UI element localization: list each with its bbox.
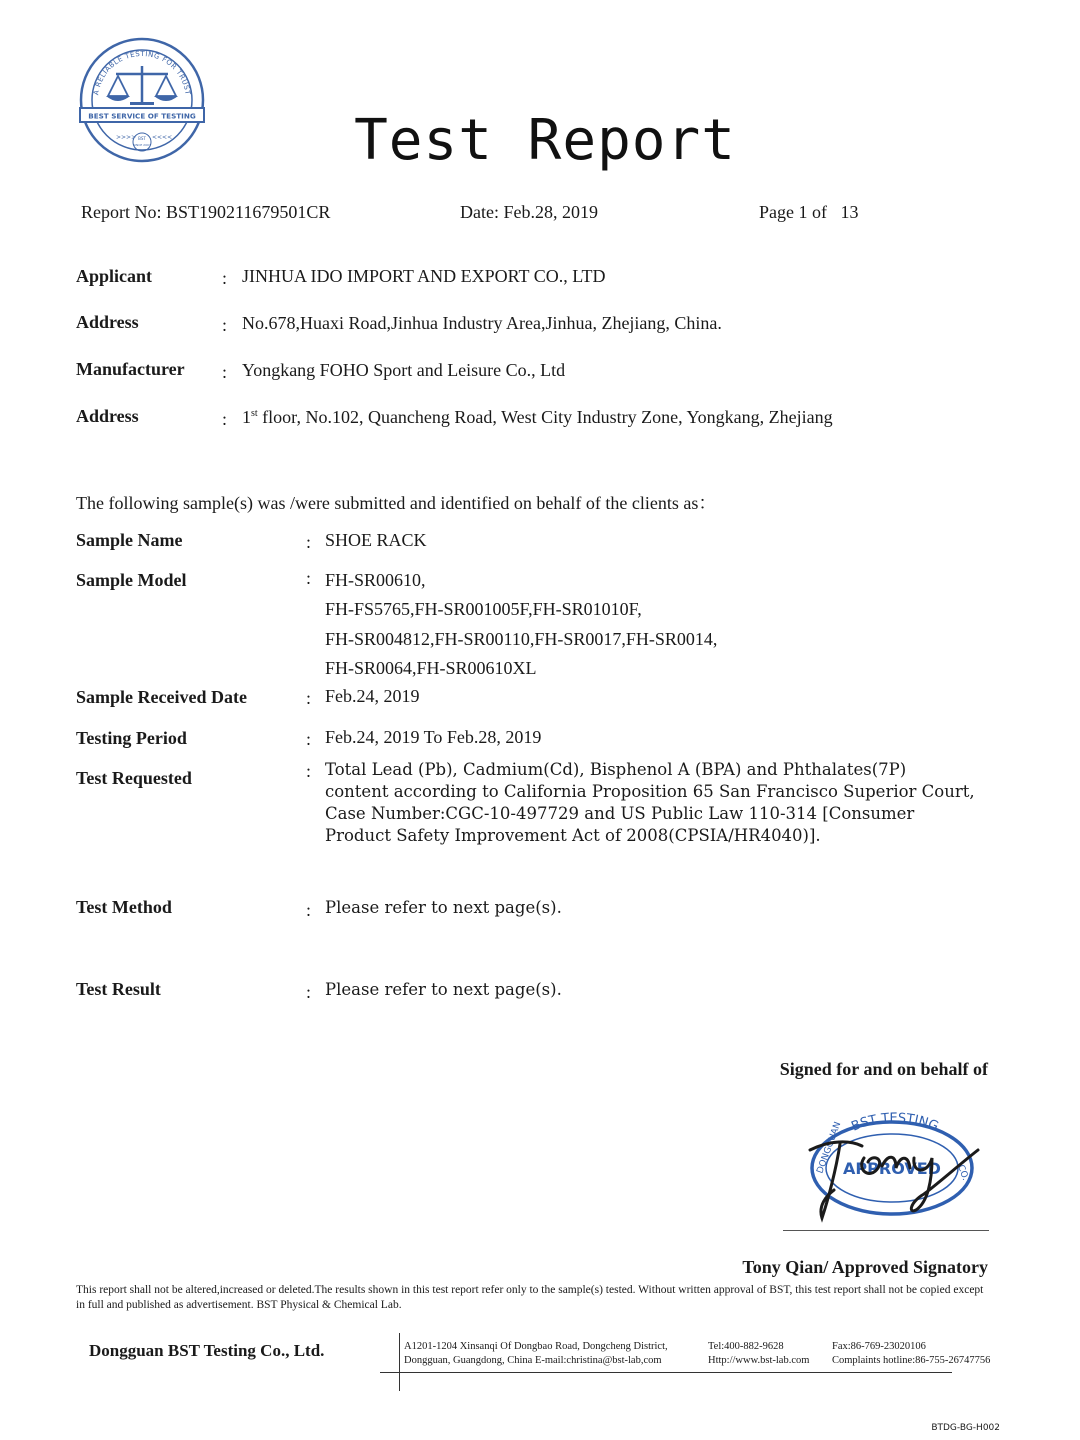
signature-line (783, 1230, 989, 1231)
requested-line: Case Number:CGC-10-497729 and US Public Law 110-314 [Consumer (325, 804, 915, 823)
colon: : (306, 900, 312, 920)
colon: : (222, 362, 228, 382)
footer-divider-horizontal (380, 1372, 952, 1373)
logo-ring-text: A RELIABLE TESTING FOR TRUST (92, 49, 192, 96)
colon: : (222, 268, 228, 288)
test-method-label: Test Method (76, 897, 172, 917)
colon: : (306, 568, 312, 588)
requested-line: content according to California Proposition 65 San Francisco Superior Court, (325, 782, 975, 801)
sample-name-value: SHOE RACK (325, 530, 427, 550)
fax: Fax:86-769-23020106 (832, 1341, 926, 1352)
sample-model-label: Sample Model (76, 570, 187, 590)
report-number: Report No: BST190211679501CR (81, 202, 331, 222)
sample-name-label: Sample Name (76, 530, 183, 550)
page-number: Page 1 of 13 (759, 202, 859, 222)
colon: : (306, 982, 312, 1002)
colon: : (306, 729, 312, 749)
manufacturer-address-value: 1st floor, No.102, Quancheng Road, West City Industry Zone, Yongkang, Zhejiang (242, 407, 833, 427)
company-name: Dongguan BST Testing Co., Ltd. (89, 1341, 325, 1360)
page-title: Test Report (354, 108, 736, 173)
complaints-hotline: Complaints hotline:86-755-26747756 (832, 1355, 991, 1366)
handwritten-signature (810, 1142, 978, 1218)
applicant-value: JINHUA IDO IMPORT AND EXPORT CO., LTD (242, 266, 606, 286)
colon: : (222, 409, 228, 429)
form-code: BTDG-BG-H002 (931, 1423, 1000, 1433)
model-line: FH-SR004812,FH-SR00110,FH-SR0017,FH-SR0014, (325, 628, 718, 649)
requested-line: Total Lead (Pb), Cadmium(Cd), Bisphenol A (BPA) and Phthalates(7P) (325, 760, 907, 779)
svg-text:BST TESTING (849, 1111, 940, 1135)
logo-inner-text: BST (138, 136, 146, 141)
svg-text:>>>>: >>>> (116, 134, 137, 141)
requested-line: Product Safety Improvement Act of 2008(CPSIA/HR4040)]. (325, 826, 821, 845)
telephone: Tel:400-882-9628 (708, 1341, 784, 1352)
footer-contact (708, 1340, 809, 1368)
footer-divider-vertical (399, 1333, 400, 1391)
received-date-value: Feb.24, 2019 (325, 686, 420, 706)
applicant-address-value: No.678,Huaxi Road,Jinhua Industry Area,Jinhua, Zhejiang, China. (242, 313, 722, 333)
model-line: FH-SR0064,FH-SR00610XL (325, 657, 537, 678)
sample-model-value (325, 566, 717, 683)
test-method-value: Please refer to next page(s). (325, 898, 562, 917)
colon: : (306, 761, 312, 781)
manufacturer-label: Manufacturer (76, 359, 185, 379)
colon: : (306, 532, 312, 552)
testing-period-value: Feb.24, 2019 To Feb.28, 2019 (325, 727, 542, 747)
applicant-label: Applicant (76, 266, 153, 286)
test-requested-value (325, 759, 1005, 847)
intro-text: The following sample(s) was /were submitted and identified on behalf of the clients as： (76, 493, 717, 513)
manufacturer-address-label: Address (76, 406, 139, 426)
logo-band-text: BEST SERVICE OF TESTING (88, 111, 196, 121)
svg-text:<<<<: <<<< (152, 134, 173, 141)
received-date-label: Sample Received Date (76, 687, 247, 707)
colon: : (306, 688, 312, 708)
stamp-top-text: BST TESTING (849, 1110, 941, 1135)
test-requested-label: Test Requested (76, 768, 192, 788)
footer-address (404, 1340, 668, 1368)
address-line: Dongguan, Guangdong, China E-mail:christina@bst-lab,com (404, 1355, 662, 1366)
report-date: Date: Feb.28, 2019 (460, 202, 598, 222)
manufacturer-value: Yongkang FOHO Sport and Leisure Co., Ltd (242, 360, 566, 380)
website-link: Http://www.bst-lab.com (708, 1355, 810, 1366)
logo-year-text: SINCE 2007 (133, 143, 151, 147)
test-result-value: Please refer to next page(s). (325, 980, 562, 999)
disclaimer-text: This report shall not be altered,increased or deleted.The results shown in this test report refer only to the sample(s) tested. Without written approval of BST, this test report shall not be copied except in full and published as advertisement. BST Physical & Chemical Lab. (76, 1284, 984, 1311)
model-line: FH-SR00610, (325, 570, 426, 590)
test-result-label: Test Result (76, 979, 161, 999)
testing-period-label: Testing Period (76, 728, 187, 748)
approval-stamp (800, 1110, 985, 1225)
footer-fax (832, 1340, 990, 1368)
stamp-center-text: APPROVED (843, 1159, 941, 1178)
signed-for-text: Signed for and on behalf of (779, 1059, 988, 1079)
stamp-left-text: DONGGUAN (815, 1120, 844, 1176)
colon: : (222, 315, 228, 335)
stamp-right-text: CO. (955, 1163, 971, 1182)
signatory-name: Tony Qian/ Approved Signatory (742, 1257, 988, 1277)
applicant-address-label: Address (76, 312, 139, 332)
address-line: A1201-1204 Xinsanqi Of Dongbao Road, Dongcheng District, (404, 1341, 668, 1352)
model-line: FH-FS5765,FH-SR001005F,FH-SR01010F, (325, 599, 642, 620)
